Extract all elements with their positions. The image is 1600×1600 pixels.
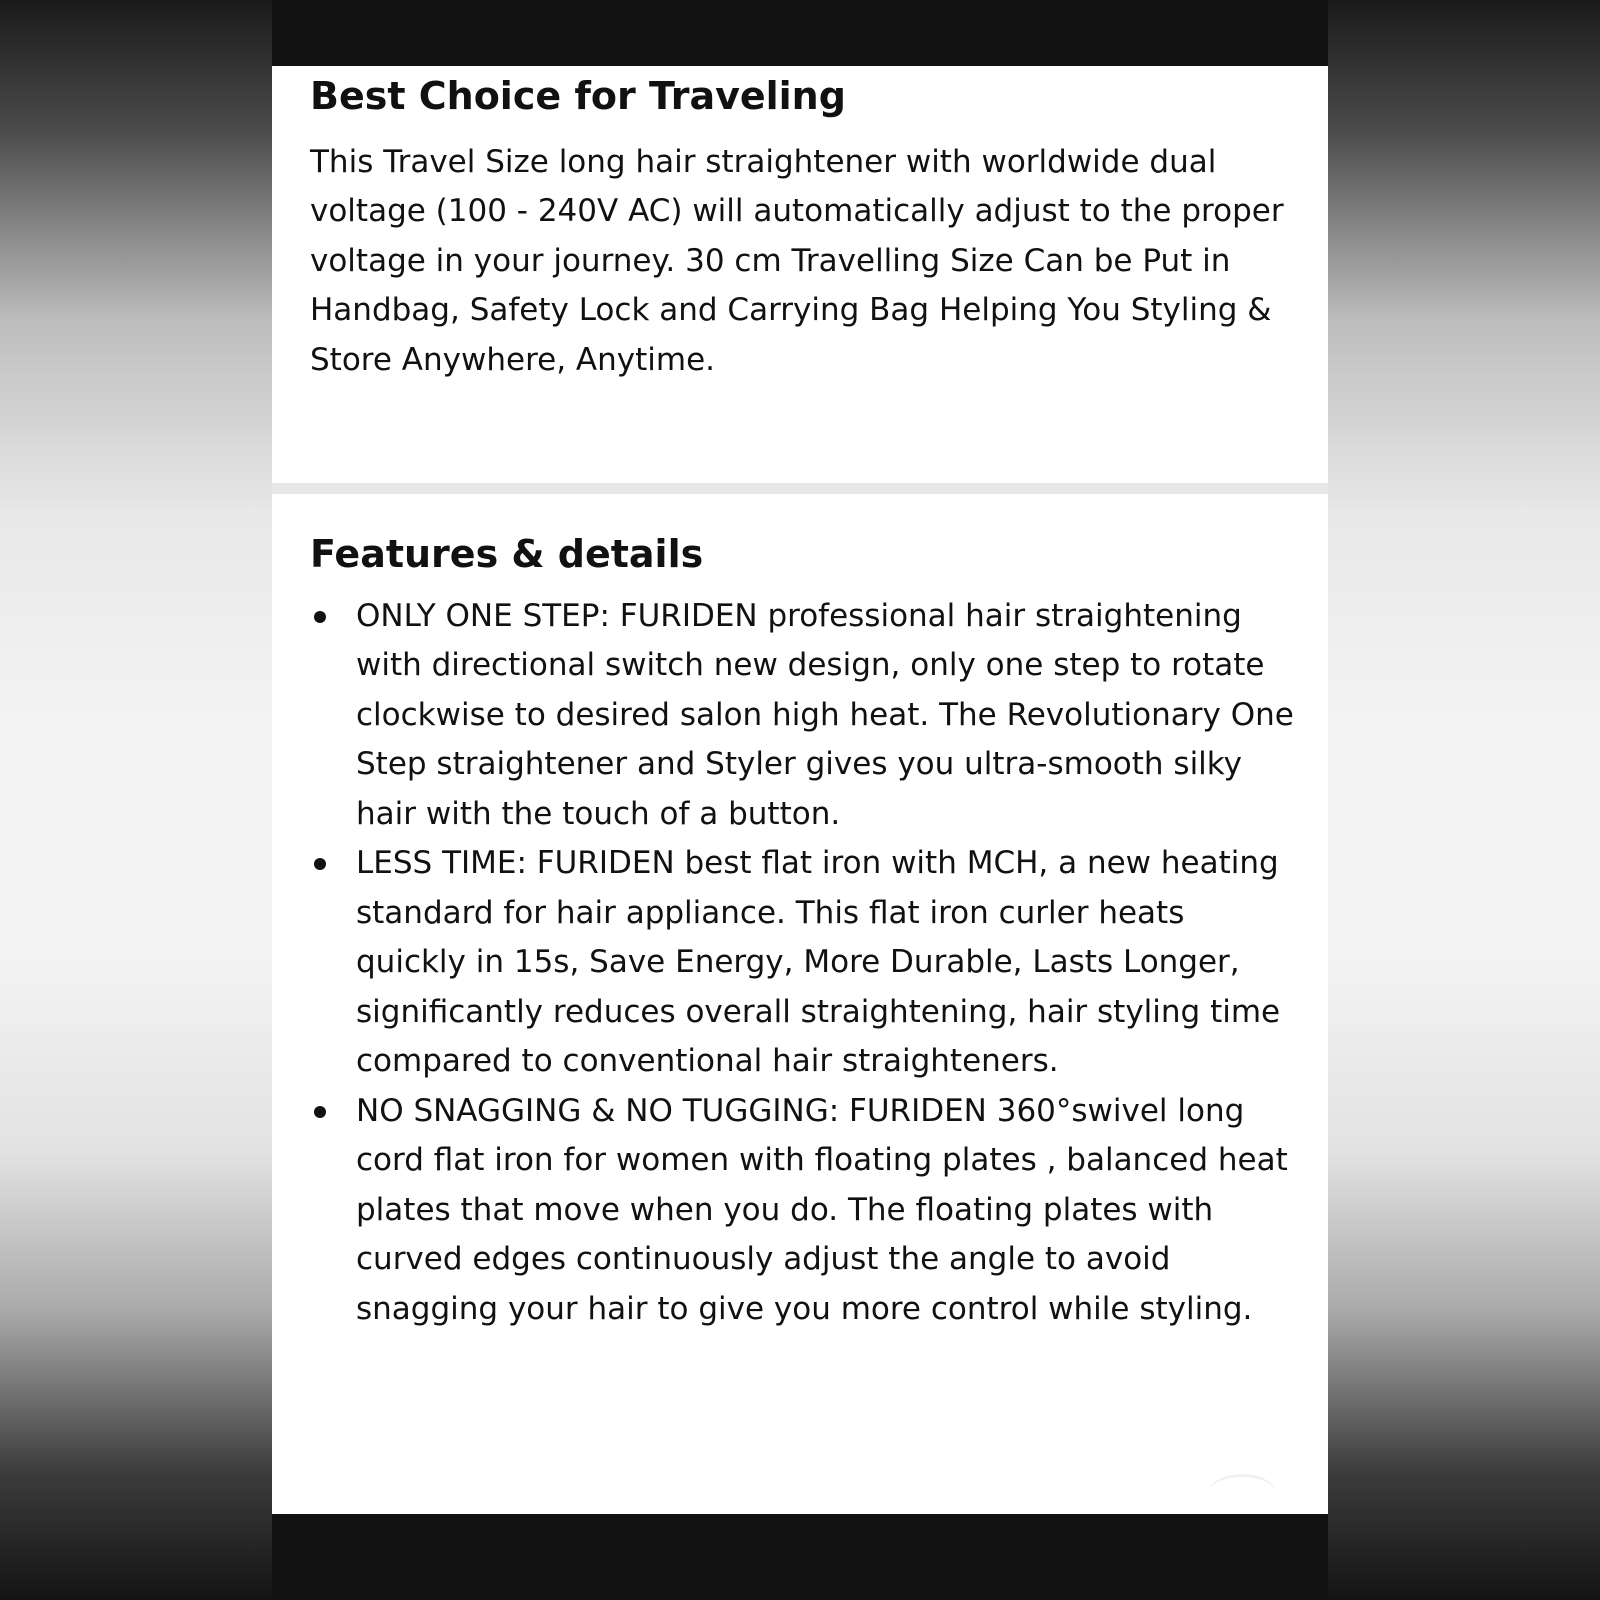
feature-list xyxy=(310,592,1298,1335)
feature-item-text: LESS TIME: FURIDEN best flat iron with MCH, a new heating standard for hair appliance. This flat iron curler heats quickly in 15s, Save Energy, More Durable, Lasts Longer, significantly reduces overall straightening, hair styling time compared to conventional hair straighteners. xyxy=(356,845,1281,1080)
bullet-icon xyxy=(314,611,326,623)
bullet-icon xyxy=(314,1106,326,1118)
section-divider xyxy=(272,483,1328,494)
features-section-title: Features & details xyxy=(310,532,704,576)
scroll-indicator-icon[interactable] xyxy=(1208,1474,1276,1513)
features-section xyxy=(272,494,1328,1514)
travel-section xyxy=(272,66,1328,483)
bullet-icon xyxy=(314,858,326,870)
travel-section-body: This Travel Size long hair straightener with worldwide dual voltage (100 - 240V AC) will automatically adjust to the proper voltage in your journey. 30 cm Travelling Size Can be Put in Handbag, Safety Lock and Carrying Bag Helping You Styling & Store Anywhere, Anytime. xyxy=(310,143,1284,378)
feature-item-text: ONLY ONE STEP: FURIDEN professional hair straightening with directional switch new design, only one step to rotate clockwise to desired salon high heat. The Revolutionary One Step straightener and Styler gives you ultra-smooth silky hair with the touch of a button. xyxy=(356,597,1294,832)
feature-item-one-step xyxy=(310,592,1298,840)
feature-item-text: NO SNAGGING & NO TUGGING: FURIDEN 360°swivel long cord flat iron for women with floating plates , balanced heat plates that move when you do. The floating plates with curved edges continuously adjust the angle to avoid snagging your hair to give you more control while styling. xyxy=(356,1092,1288,1327)
feature-item-less-time xyxy=(310,839,1298,1087)
travel-section-title: Best Choice for Traveling xyxy=(310,74,846,118)
feature-item-no-snagging xyxy=(310,1087,1298,1335)
